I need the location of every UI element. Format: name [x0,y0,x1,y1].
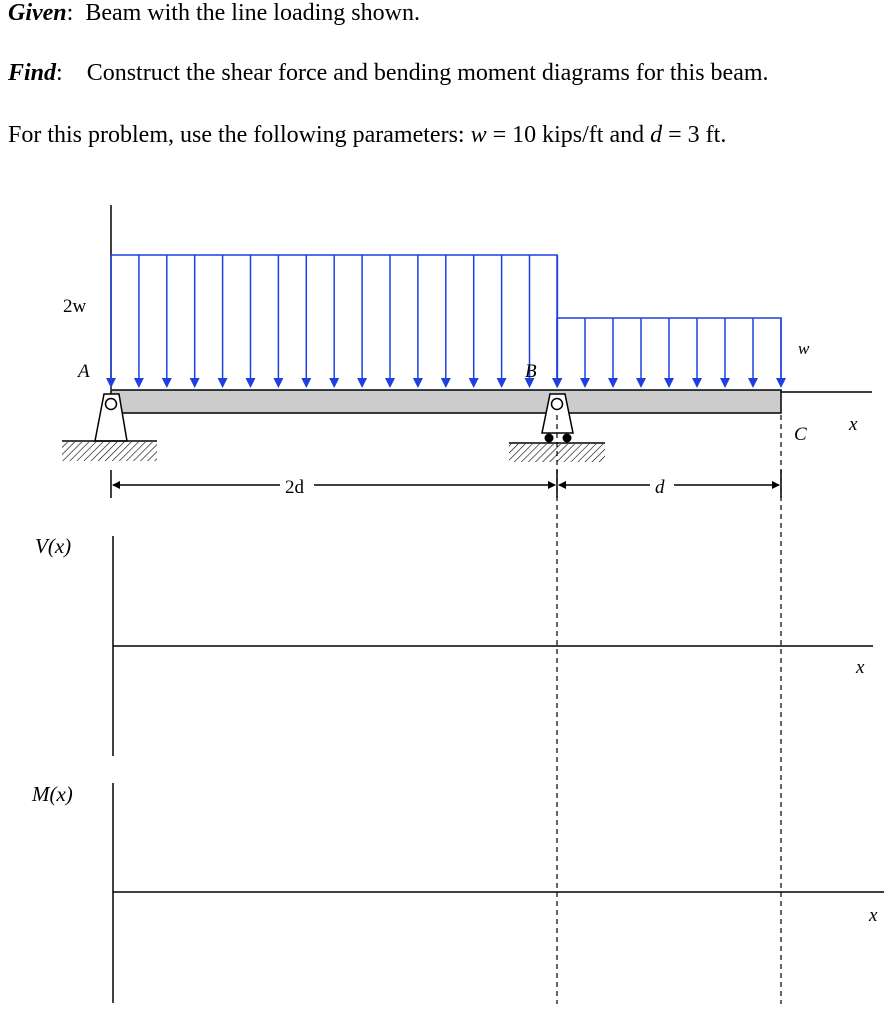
given-colon: : [66,0,74,26]
moment-label: M(x) [32,782,73,806]
load-arrow-2w-head [273,378,283,388]
beam [111,390,781,413]
load-arrow-w-head [608,378,618,388]
load-label-2w: 2w [63,296,87,317]
given-label: Given [8,0,67,26]
point-label-a: A [78,361,90,382]
load-arrow-2w-head [162,378,172,388]
d-symbol: d [650,122,663,148]
pin-a [106,399,117,410]
dim-label-2d: 2d [285,477,304,498]
load-label-w: w [798,339,810,358]
find-colon: : [56,60,63,86]
load-arrow-2w-head [357,378,367,388]
load-arrow-w-head [636,378,646,388]
w-value: = 10 kips/ft and [486,122,651,148]
load-arrow-2w-head [301,378,311,388]
given-text: Beam with the line loading shown. [85,0,420,26]
load-arrow-2w-head [469,378,479,388]
d-value: = 3 ft. [662,122,727,148]
load-arrow-w-head [748,378,758,388]
load-arrow-w-head [692,378,702,388]
load-arrow-2w-head [246,378,256,388]
load-arrow-2w-head [218,378,228,388]
shear-label: V(x) [35,534,72,558]
roller-wheel-right [563,434,572,443]
load-arrow-2w-head [134,378,144,388]
load-arrow-2w-head [497,378,507,388]
point-label-b: B [525,361,537,382]
w-symbol: w [470,122,487,148]
dimension-lines [111,470,781,498]
load-arrow-2w-head [413,378,423,388]
beam-x-label: x [849,414,858,435]
moment-x-label: x [869,905,878,926]
find-text: Construct the shear force and bending moment diagrams for this beam. [86,60,769,86]
load-arrow-w-head [776,378,786,388]
shear-x-label: x [856,657,865,678]
dim-label-d: d [655,477,665,498]
load-arrow-w-head [580,378,590,388]
load-arrows [106,255,786,388]
params-prefix: For this problem, use the following parameters: [8,122,471,148]
load-arrow-2w-head [190,378,200,388]
load-arrow-w-head [664,378,674,388]
pin-b [552,399,563,410]
ground-hatch-a [62,442,157,461]
load-arrow-w-head [552,378,562,388]
find-label: Find [8,60,57,86]
load-arrow-w-head [720,378,730,388]
point-label-c: C [794,424,807,445]
roller-wheel-left [545,434,554,443]
load-arrow-2w-head [441,378,451,388]
load-arrow-2w-head [329,378,339,388]
load-arrow-2w-head [385,378,395,388]
load-arrow-2w-head [106,378,116,388]
